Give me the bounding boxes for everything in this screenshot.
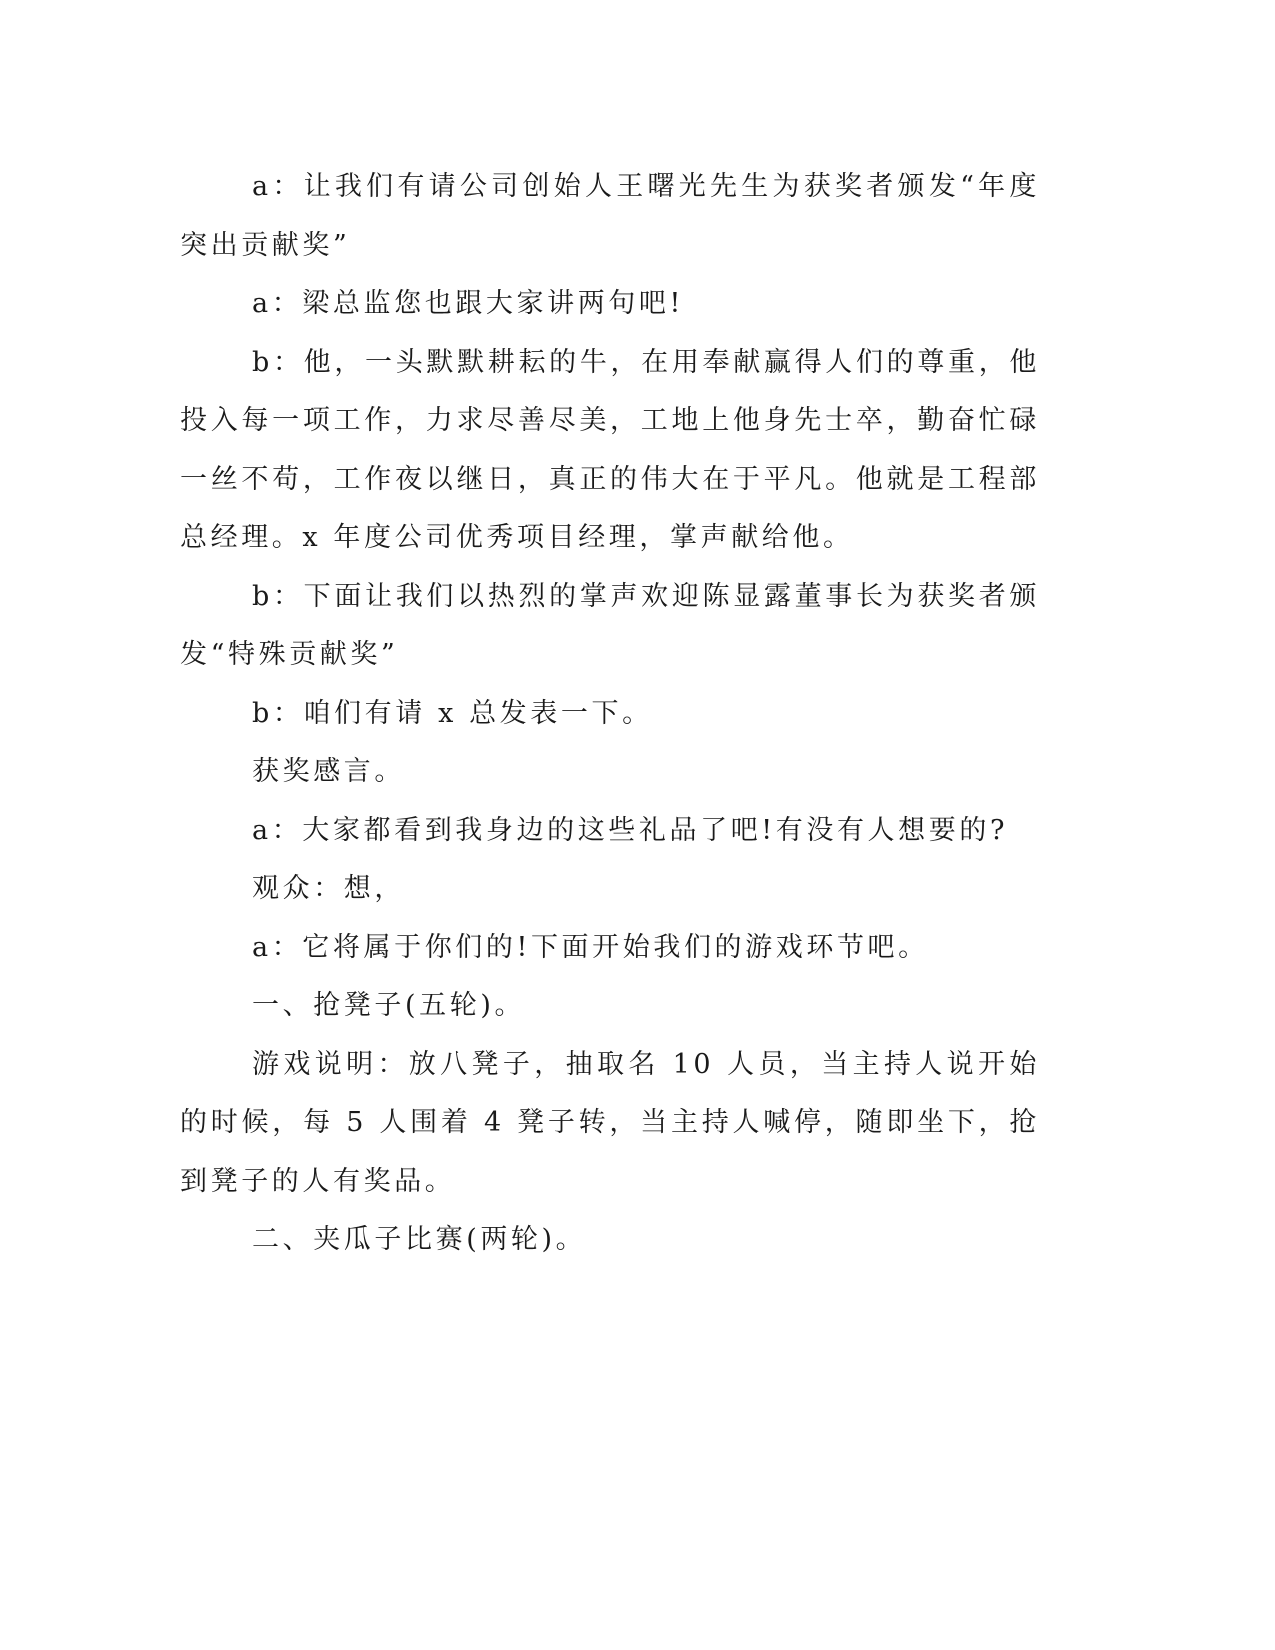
paragraph-2: a：梁总监您也跟大家讲两句吧!	[252, 288, 684, 319]
paragraph-6: 获奖感言。	[252, 756, 405, 787]
paragraph-8: 观众：想，	[252, 873, 405, 904]
paragraph-4: b：下面让我们以热烈的掌声欢迎陈显露董事长为获奖者颁发“特殊贡献奖”	[180, 580, 1040, 670]
paragraph-11: 游戏说明：放八凳子，抽取名 10 人员，当主持人说开始的时候，每 5 人围着 4 凳子转，当主持人喊停，随即坐下，抢到凳子的人有奖品。	[180, 1048, 1040, 1197]
paragraph-1: a：让我们有请公司创始人王曙光先生为获奖者颁发“年度突出贡献奖”	[180, 171, 1040, 261]
paragraph-5: b：咱们有请 x 总发表一下。	[252, 697, 653, 729]
paragraph-9: a：它将属于你们的!下面开始我们的游戏环节吧。	[252, 931, 929, 963]
document-body	[180, 158, 1040, 1270]
paragraph-12: 二、夹瓜子比赛(两轮)。	[252, 1224, 587, 1255]
paragraph-3: b：他，一头默默耕耘的牛，在用奉献赢得人们的尊重，他投入每一项工作，力求尽善尽美，工地上他身先士卒，勤奋忙碌一丝不苟，工作夜以继日，真正的伟大在于平凡。他就是工程部总经理。x 年度公司优秀项目经理，掌声献给他。	[180, 346, 1040, 553]
paragraph-7: a：大家都看到我身边的这些礼品了吧!有没有人想要的?	[252, 814, 1009, 846]
paragraph-10: 一、抢凳子(五轮)。	[252, 990, 526, 1021]
